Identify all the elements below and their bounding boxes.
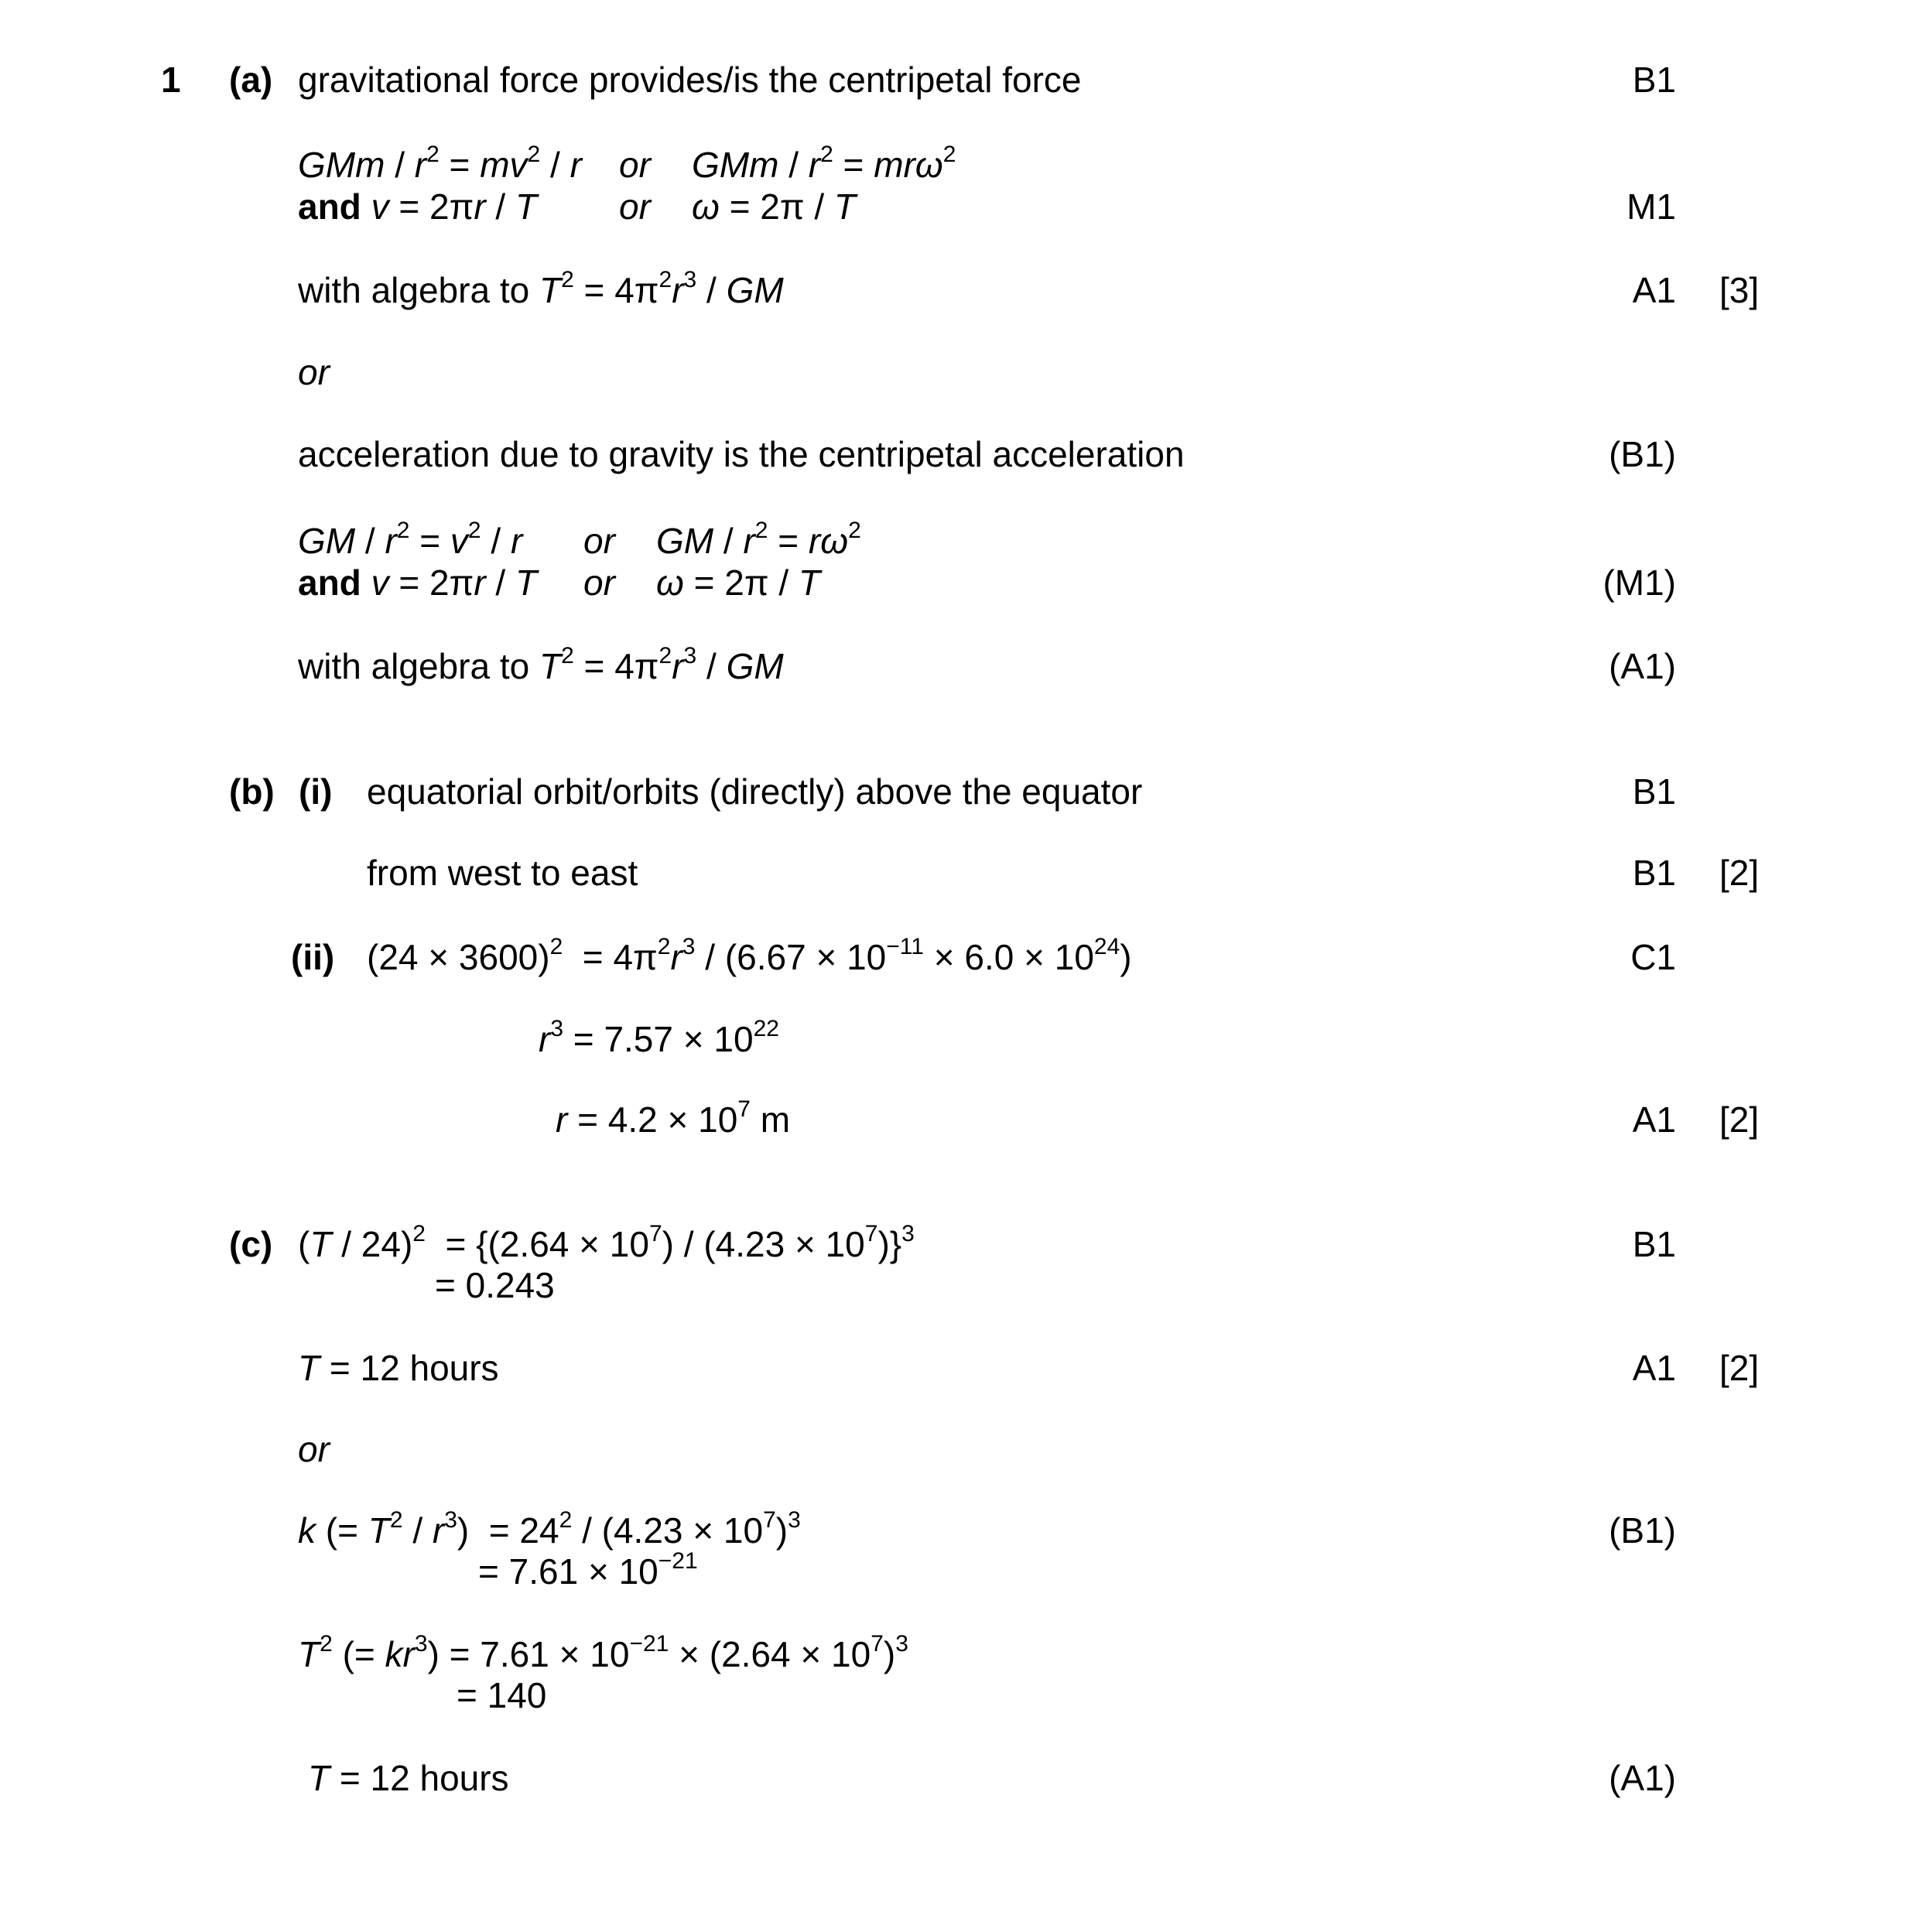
part-c-label: (c) xyxy=(229,1224,273,1264)
part-b-i-total: [2] xyxy=(1719,853,1760,893)
part-b-ii-mark2: A1 xyxy=(1632,1099,1676,1140)
part-a-alt-line1: acceleration due to gravity is the centripetal acceleration xyxy=(298,434,1185,474)
part-c-alt-equation-4: = 140 xyxy=(457,1675,547,1715)
part-a-line1: gravitational force provides/is the centripetal force xyxy=(298,60,1082,100)
part-b-ii-mark1: C1 xyxy=(1630,937,1676,977)
part-b-i-line2: from west to east xyxy=(367,853,638,893)
part-c-mark2: A1 xyxy=(1632,1348,1676,1388)
part-c-equation-2: = 0.243 xyxy=(435,1265,555,1305)
and-word: and xyxy=(298,186,361,227)
part-c-alt-mark2: (A1) xyxy=(1609,1758,1676,1798)
and-word-alt: and xyxy=(298,563,361,603)
part-c-total: [2] xyxy=(1719,1348,1760,1388)
part-b-i-mark2: B1 xyxy=(1632,853,1676,893)
part-a-mark-a1: A1 xyxy=(1632,270,1676,310)
part-b-ii-equation-2: $r^3 = 7.57 \times 10^{22}$ xyxy=(539,1016,779,1059)
part-c-alt-equation-1: k (= $T^2 / r^3) = 24^2 / (4.23 \times 10^7)^3$ xyxy=(298,1507,801,1551)
part-c-alt-mark1: (B1) xyxy=(1609,1510,1676,1551)
part-a-equation-3: and v = 2πr / T xyxy=(298,186,538,227)
part-a-alt-algebra: with algebra to $T^2 = 4\pi^2r^3$ / GM xyxy=(298,643,784,686)
part-a-alt-mark-a1: (A1) xyxy=(1609,646,1676,686)
part-a-alt-mark-b1: (B1) xyxy=(1609,434,1676,474)
part-a-or-1: or xyxy=(619,145,651,185)
with-algebra-text-alt: with algebra to xyxy=(298,646,530,686)
part-b-ii-label: (ii) xyxy=(291,937,335,977)
part-a-alt-or-2: or xyxy=(583,563,615,603)
part-b-i-mark1: B1 xyxy=(1632,771,1676,812)
part-c-result: T = 12 hours xyxy=(298,1348,499,1388)
part-b-i-line1: equatorial orbit/orbits (directly) above the equator xyxy=(367,771,1143,812)
part-b-label: (b) xyxy=(229,771,275,812)
part-c-alt-equation-3: $T^2$ (= $kr^3) = 7.61 \times 10^{-21} \times (2.64 \times 10^7)^3$ xyxy=(298,1631,908,1674)
part-a-algebra: with algebra to $T^2 = 4\pi^2r^3$ / GM xyxy=(298,267,784,310)
part-a-alt-or-1: or xyxy=(583,521,615,561)
part-b-ii-equation-3: $r = 4.2 \times 10^7$ m xyxy=(556,1096,791,1140)
part-a-equation-4: ω = 2π / T xyxy=(692,186,857,227)
part-c-or: or xyxy=(298,1429,330,1469)
part-c-alt-result: T = 12 hours xyxy=(308,1758,509,1798)
part-a-equation-1: GMm / $r^2 = mv^2 / r$ xyxy=(298,142,582,185)
part-b-ii-equation-1: $(24 \times 3600)^2 = 4\pi^2r^3 / (6.67 \times 10^{-11} \times 6.0 \times 10^{24})$ xyxy=(367,934,1132,977)
part-c-alt-equation-2: = $7.61 \times 10^{-21}$ xyxy=(478,1548,698,1592)
part-a-equation-2: GMm / $r^2 = mr\omega^2$ xyxy=(692,142,956,185)
with-algebra-text: with algebra to xyxy=(298,270,530,310)
part-a-total: [3] xyxy=(1719,270,1760,310)
part-b-ii-total: [2] xyxy=(1719,1099,1760,1140)
question-number: 1 xyxy=(161,60,181,100)
part-a-mark-m1: M1 xyxy=(1627,186,1676,227)
part-a-label: (a) xyxy=(229,60,273,100)
part-a-alt-equation-2: GM / $r^2 = r\omega^2$ xyxy=(656,518,861,561)
part-a-alt-mark-m1: (M1) xyxy=(1603,563,1676,603)
part-a-alt-equation-1: GM / $r^2 = v^2 / r$ xyxy=(298,518,523,561)
part-a-or-2: or xyxy=(619,186,651,227)
part-b-i-label: (i) xyxy=(299,771,333,812)
part-a-or-alt: or xyxy=(298,352,330,392)
part-a-mark-b1: B1 xyxy=(1632,60,1676,100)
part-a-alt-equation-3: and v = 2πr / T xyxy=(298,563,538,603)
part-c-equation-1: $(T / 24)^2 = \{(2.64 \times 10^7) / (4.23 \times 10^7)\}^3$ xyxy=(298,1221,915,1264)
part-c-mark1: B1 xyxy=(1632,1224,1676,1264)
part-a-alt-equation-4: ω = 2π / T xyxy=(656,563,821,603)
